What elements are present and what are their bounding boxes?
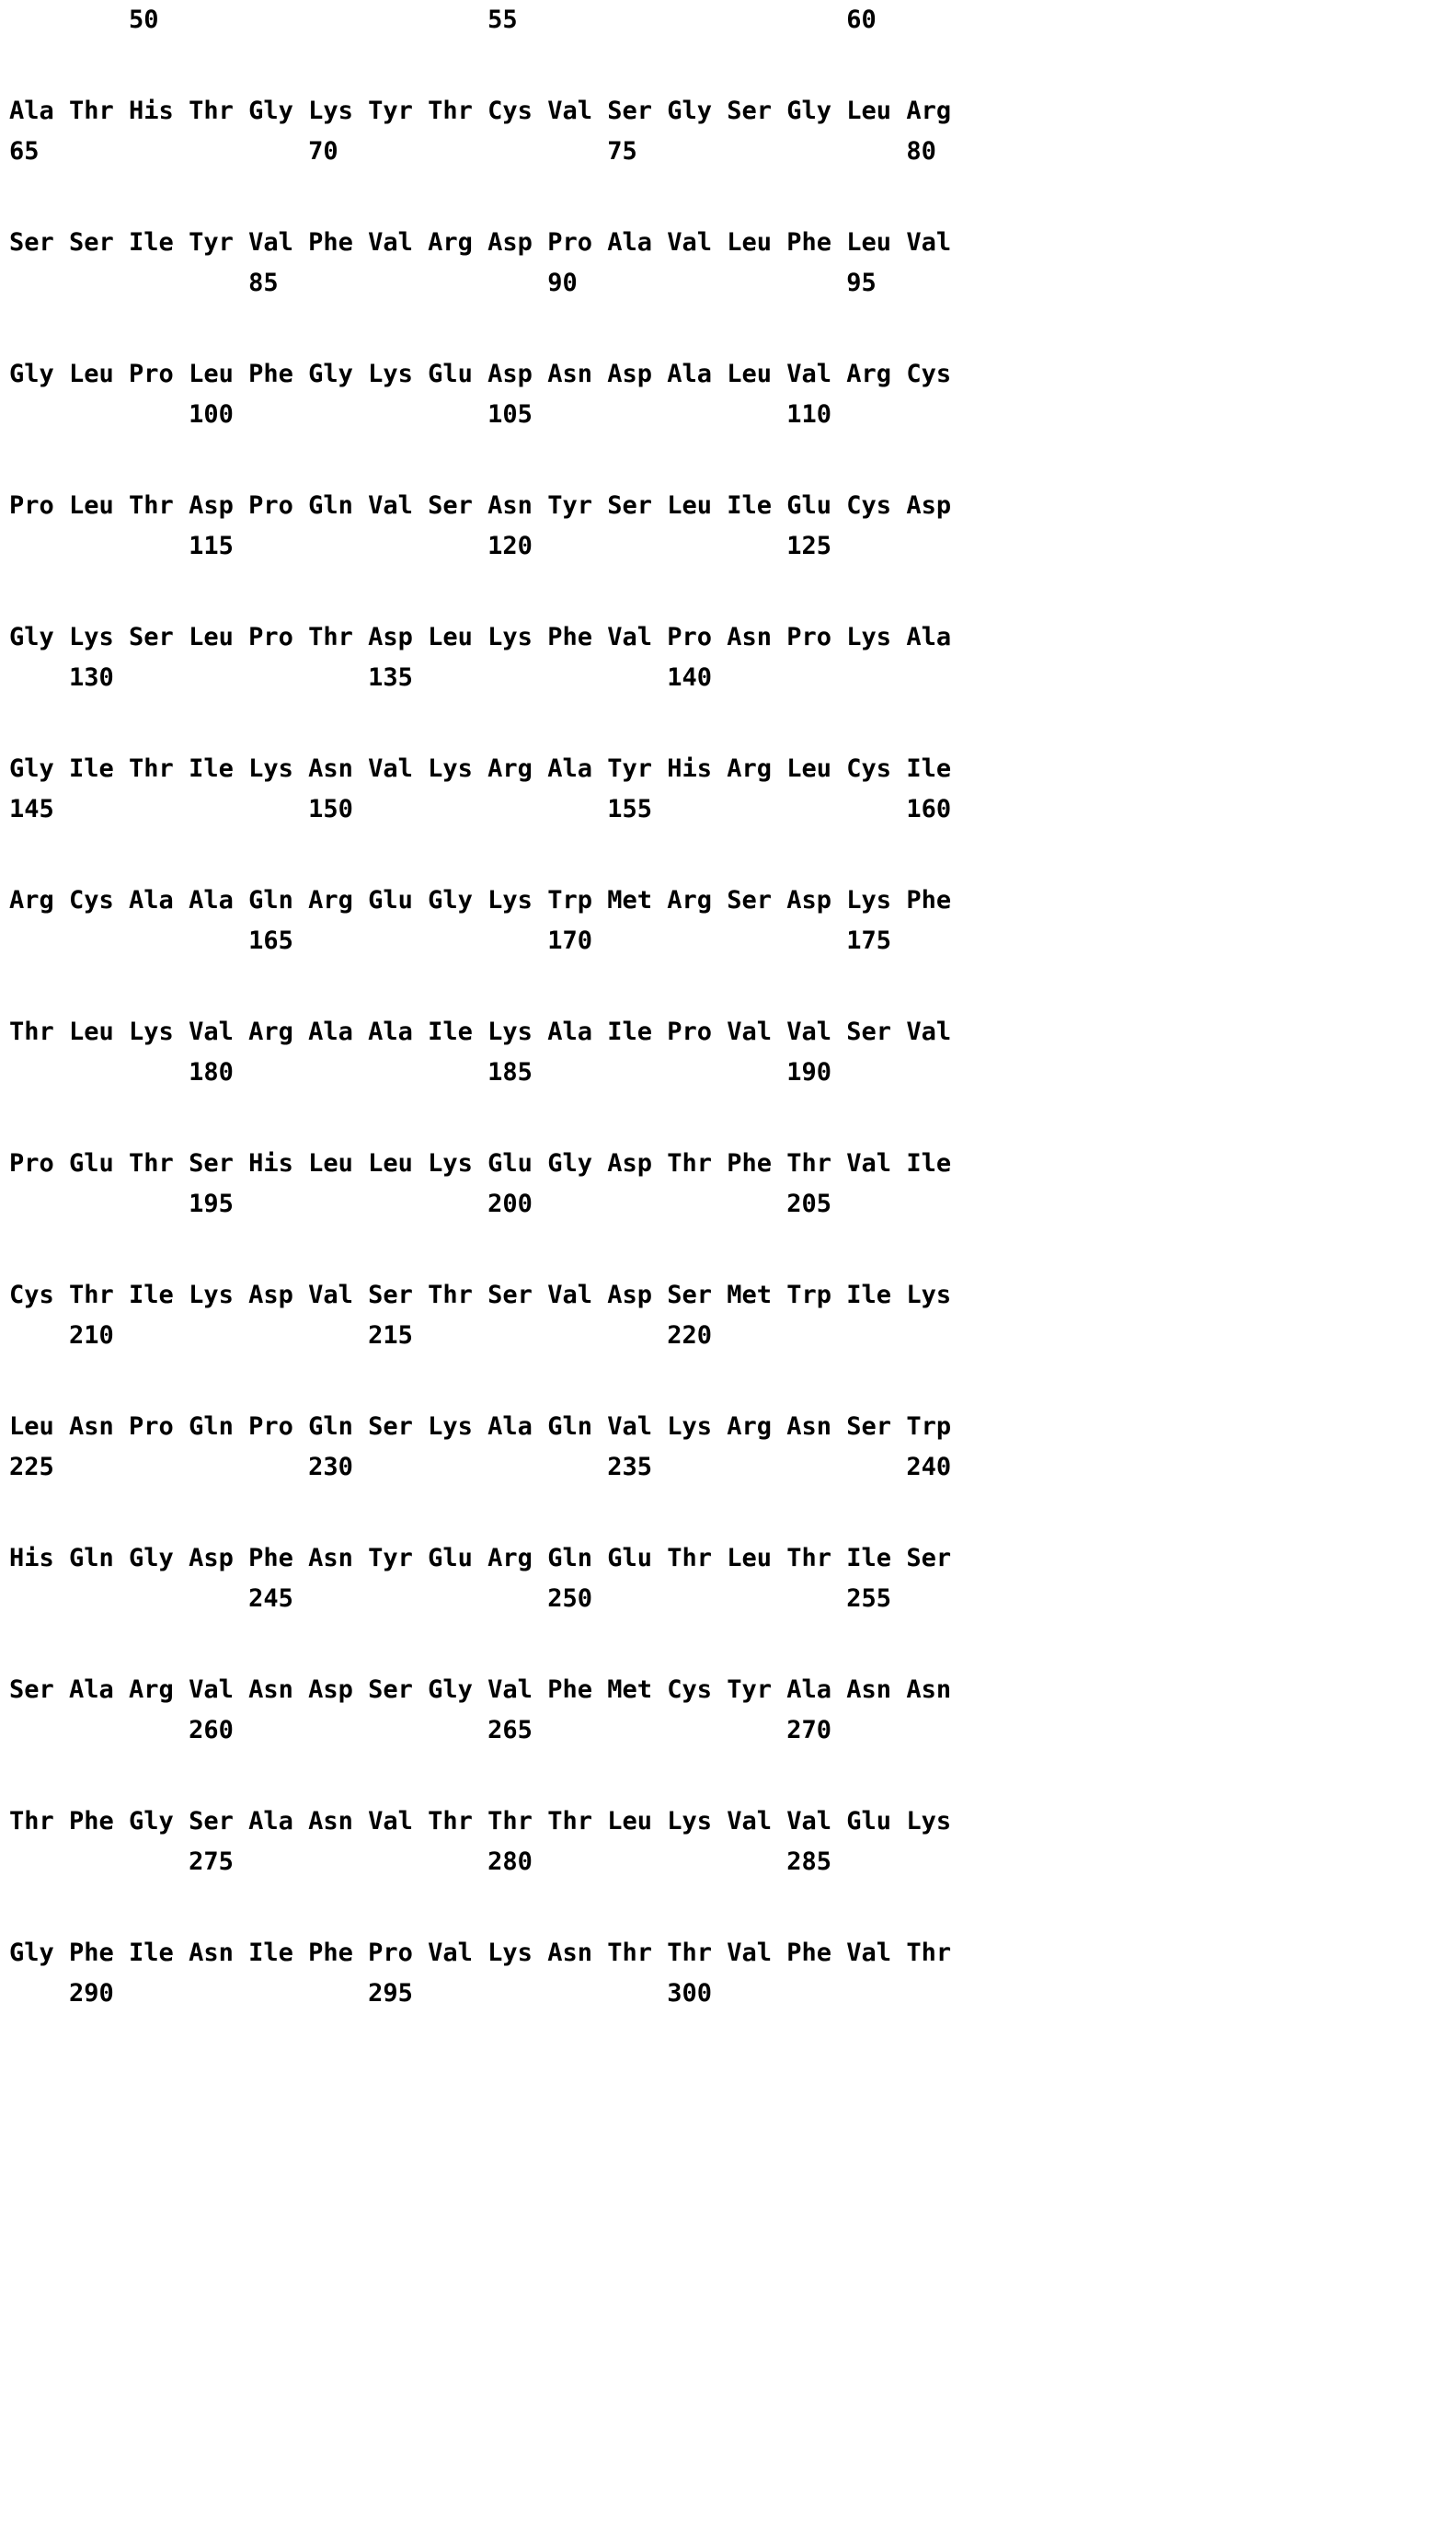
residue-row: Gly Lys Ser Leu Pro Thr Asp Leu Lys Phe Val Pro Asn Pro Lys Ala: [9, 623, 952, 651]
position-number-row: 165 170 175: [9, 926, 892, 955]
position-number-row: 180 185 190: [9, 1058, 832, 1087]
position-number-row: 100 105 110: [9, 400, 832, 429]
residue-row: Pro Leu Thr Asp Pro Gln Val Ser Asn Tyr Ser Leu Ile Glu Cys Asp: [9, 491, 952, 520]
residue-row: Ser Ala Arg Val Asn Asp Ser Gly Val Phe Met Cys Tyr Ala Asn Asn: [9, 1675, 952, 1704]
sequence-block: [0, 1538, 1456, 1619]
residue-row: Ser Ser Ile Tyr Val Phe Val Arg Asp Pro Ala Val Leu Phe Leu Val: [9, 228, 952, 257]
position-number-row: 210 215 220: [9, 1321, 713, 1350]
sequence-block: [0, 749, 1456, 830]
residue-row: Cys Thr Ile Lys Asp Val Ser Thr Ser Val Asp Ser Met Trp Ile Lys: [9, 1281, 952, 1309]
residue-row: Thr Leu Lys Val Arg Ala Ala Ile Lys Ala Ile Pro Val Val Ser Val: [9, 1018, 952, 1046]
sequence-block: [0, 223, 1456, 304]
sequence-block: [0, 1933, 1456, 2014]
residue-row: Gly Ile Thr Ile Lys Asn Val Lys Arg Ala Tyr His Arg Leu Cys Ile: [9, 754, 952, 783]
sequence-block: [0, 617, 1456, 698]
residue-row: Pro Glu Thr Ser His Leu Leu Lys Glu Gly Asp Thr Phe Thr Val Ile: [9, 1149, 952, 1178]
residue-row: Gly Leu Pro Leu Phe Gly Lys Glu Asp Asn Asp Ala Leu Val Arg Cys: [9, 360, 952, 388]
position-number-row: 275 280 285: [9, 1847, 832, 1876]
position-number-row: 195 200 205: [9, 1190, 832, 1218]
position-number-row: 225 230 235 240: [9, 1453, 952, 1481]
position-number-row: 50 55 60: [9, 6, 877, 34]
residue-row: Gly Phe Ile Asn Ile Phe Pro Val Lys Asn Thr Thr Val Phe Val Thr: [9, 1939, 952, 1967]
sequence-block: [0, 486, 1456, 567]
sequence-block: [0, 1801, 1456, 1882]
position-number-row: 145 150 155 160: [9, 795, 952, 823]
sequence-block: [0, 1144, 1456, 1225]
residue-row: Arg Cys Ala Ala Gln Arg Glu Gly Lys Trp Met Arg Ser Asp Lys Phe: [9, 886, 952, 915]
residue-row: Leu Asn Pro Gln Pro Gln Ser Lys Ala Gln Val Lys Arg Asn Ser Trp: [9, 1412, 952, 1441]
position-number-row: 85 90 95: [9, 269, 877, 297]
position-number-row: 115 120 125: [9, 532, 832, 560]
sequence-block: [0, 1275, 1456, 1356]
position-number-row: 130 135 140: [9, 663, 713, 692]
sequence-block: [0, 1012, 1456, 1093]
sequence-block: [0, 880, 1456, 961]
position-number-row: 290 295 300: [9, 1979, 713, 2008]
sequence-block: [0, 1670, 1456, 1751]
position-number-row: 245 250 255: [9, 1584, 892, 1613]
position-number-row: 260 265 270: [9, 1716, 832, 1744]
sequence-block: [0, 354, 1456, 435]
sequence-block: [0, 0, 1456, 40]
sequence-block: [0, 91, 1456, 172]
residue-row: Ala Thr His Thr Gly Lys Tyr Thr Cys Val Ser Gly Ser Gly Leu Arg: [9, 97, 952, 125]
sequence-block: [0, 1407, 1456, 1488]
position-number-row: 65 70 75 80: [9, 137, 936, 166]
residue-row: His Gln Gly Asp Phe Asn Tyr Glu Arg Gln Glu Thr Leu Thr Ile Ser: [9, 1544, 952, 1572]
residue-row: Thr Phe Gly Ser Ala Asn Val Thr Thr Thr Leu Lys Val Val Glu Lys: [9, 1807, 952, 1836]
